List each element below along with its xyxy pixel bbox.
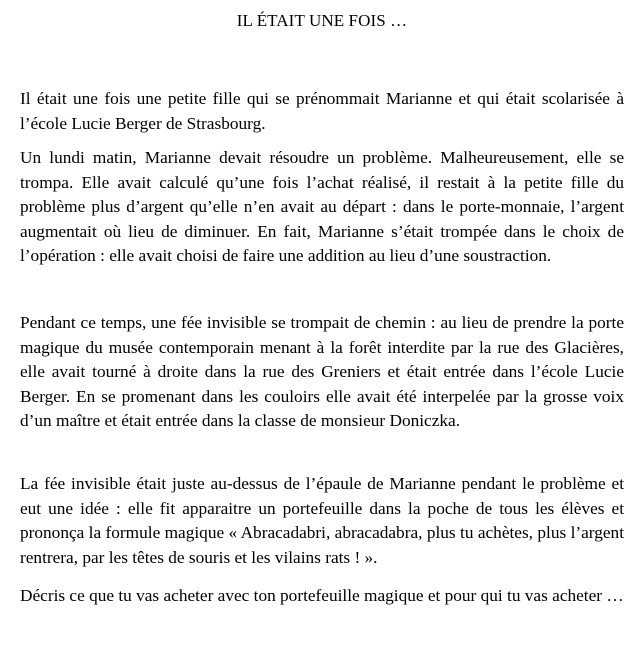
paragraph-fairy-path: Pendant ce temps, une fée invisible se trompait de chemin : au lieu de prendre la porte magique du musée contemporain menant à la forêt interdite par la rue des Glacières, elle avait tourné à droite dans la rue des Greniers et était entrée dans l’école Lucie Berger. En se promenant dans les couloirs elle avait été interpelée par la grosse voix d’un maître et était entrée dans la classe de monsieur Doniczka.: [20, 313, 624, 430]
paragraph-prompt: Décris ce que tu vas acheter avec ton portefeuille magique et pour qui tu vas acheter …: [20, 586, 624, 605]
paragraph-intro: Il était une fois une petite fille qui se prénommait Marianne et qui était scolarisée à l’école Lucie Berger de Strasbourg.: [20, 89, 624, 133]
paragraph-magic-formula: La fée invisible était juste au-dessus de l’épaule de Marianne pendant le problème et eut une idée : elle fit apparaitre un portefeuille dans la poche de tous les élèves et prononça la formule magique « Abracadabri, abracadabra, plus tu achètes, plus l’argent rentrera, par les têtes de souris et les vilains rats ! ».: [20, 474, 624, 567]
document-title: IL ÉTAIT UNE FOIS …: [236, 11, 408, 30]
paragraph-problem: Un lundi matin, Marianne devait résoudre un problème. Malheureusement, elle se trompa. Elle avait calculé qu’une fois l’achat réalisé, il restait à la petite fille du problème plus d’argent qu’elle n’en avait au départ : dans le porte-monnaie, l’argent augmentait où lieu de diminuer. En fait, Marianne s’était trompée dans le choix de l’opération : elle avait choisi de faire une addition au lieu d’une soustraction.: [20, 148, 624, 265]
